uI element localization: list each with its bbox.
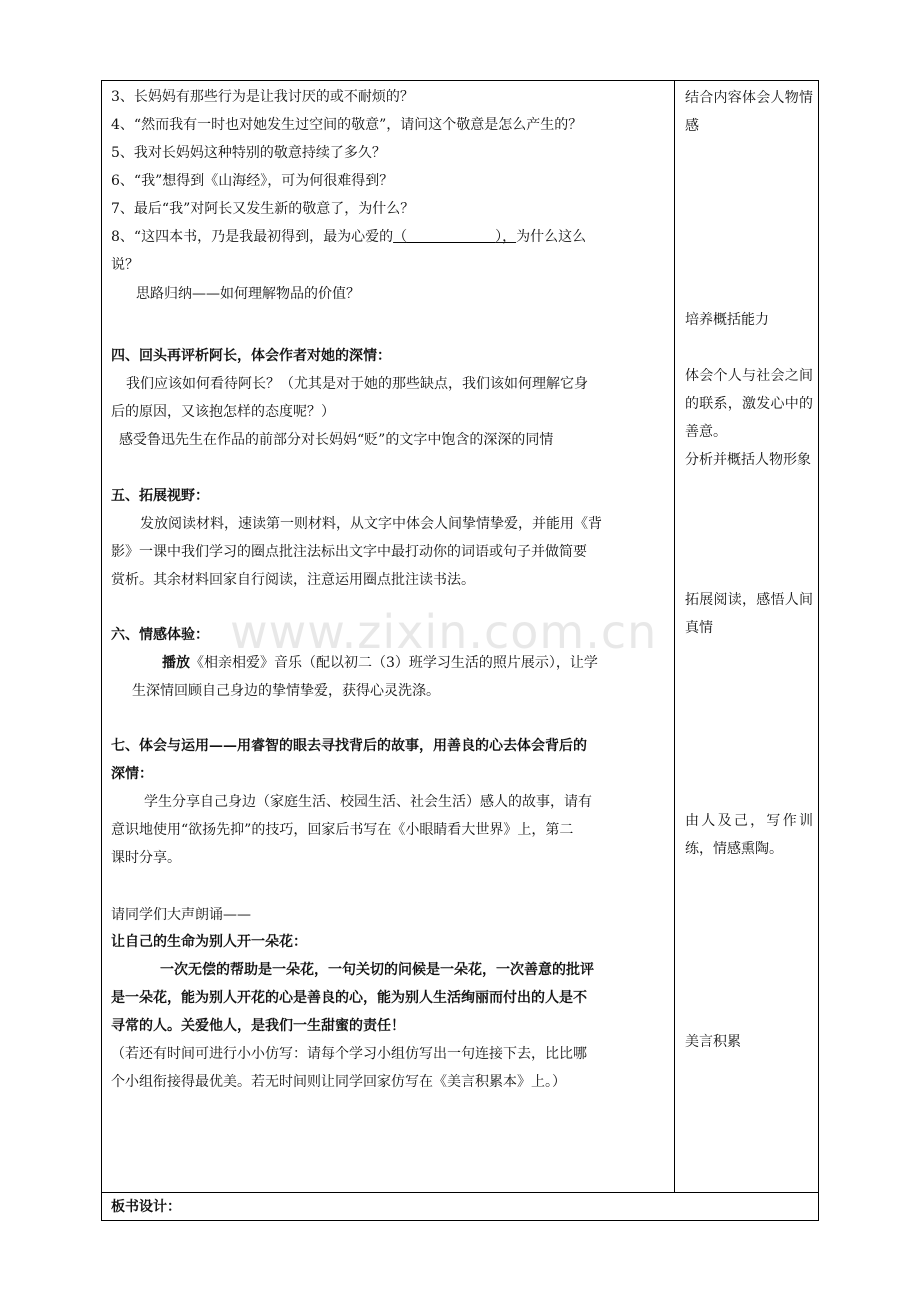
side-note-4: 分析并概括人物形象 bbox=[685, 452, 811, 468]
watermark: www.zixin.com.cn bbox=[230, 605, 658, 659]
question-7: 7、最后“我”对阿长又发生新的敬意了，为什么？ bbox=[111, 201, 415, 217]
side-note-5: 拓展阅读，感悟人间真情 bbox=[685, 592, 813, 636]
recite-line3: 寻常的人。关爱他人，是我们一生甜蜜的责任！ bbox=[111, 1018, 405, 1034]
section6-line1-rest: 《相亲相爱》音乐（配以初二（3）班学习生活的照片展示），让学 bbox=[190, 655, 598, 671]
section6-line2: 生深情回顾自己身边的挚情挚爱，获得心灵洗涤。 bbox=[132, 683, 440, 699]
recite-line1: 一次无偿的帮助是一朵花，一句关切的问候是一朵花，一次善意的批评 bbox=[160, 962, 594, 978]
question-3: 3、长妈妈有那些行为是让我讨厌的或不耐烦的？ bbox=[111, 89, 414, 105]
question-8 bbox=[111, 227, 586, 247]
section7-line2: 意识地使用“欲扬先抑”的技巧，回家后书写在《小眼睛看大世界》上，第二 bbox=[111, 822, 574, 838]
section5-line2: 影》一课中我们学习的圈点批注法标出文字中最打动你的词语或句子并做简要 bbox=[111, 544, 587, 560]
section7-heading-1: 七、体会与运用——用睿智的眼去寻找背后的故事，用善良的心去体会背后的 bbox=[111, 738, 587, 754]
section5-heading: 五、拓展视野： bbox=[111, 488, 209, 504]
fill-blank-line bbox=[407, 228, 495, 243]
question-4: 4、“然而我有一时也对她发生过空间的敬意”，请问这个敬意是怎么产生的？ bbox=[111, 117, 583, 133]
recite-title: 让自己的生命为别人开一朵花： bbox=[111, 934, 307, 950]
question-8-prefix: 8、“这四本书，乃是我最初得到，最为心爱的 bbox=[111, 229, 394, 245]
question-8-suffix: 为什么这么 bbox=[516, 229, 587, 245]
board-design-label: 板书设计： bbox=[111, 1199, 181, 1215]
recite-line2: 是一朵花，能为别人开花的心是善良的心，能为别人生活绚丽而付出的人是不 bbox=[111, 990, 587, 1006]
question-6: 6、“我”想得到《山海经》，可为何很难得到？ bbox=[111, 173, 394, 189]
summary-line: 思路归纳——如何理解物品的价值？ bbox=[136, 286, 360, 302]
side-note-6: 由人及己，写作训练，情感熏陶。 bbox=[685, 813, 813, 857]
recite-note2: 个小组衔接得最优美。若无时间则让同学回家仿写在《美言积累本》上。） bbox=[111, 1074, 566, 1090]
question-8-close: ）， bbox=[495, 229, 517, 245]
section4-line2: 后的原因，又该抱怎样的态度呢？） bbox=[111, 404, 335, 420]
question-5: 5、我对长妈妈这种特别的敬意持续了多久？ bbox=[111, 145, 386, 161]
question-8-open: （ bbox=[393, 229, 408, 245]
section4-heading: 四、回头再评析阿长，体会作者对她的深情： bbox=[111, 348, 391, 364]
question-8-line2: 说？ bbox=[111, 257, 139, 273]
section4-line1: 我们应该如何看待阿长？（尤其是对于她的那些缺点，我们该如何理解它身 bbox=[126, 376, 588, 392]
recite-intro: 请同学们大声朗诵—— bbox=[111, 907, 251, 923]
section7-line3: 课时分享。 bbox=[111, 850, 181, 866]
side-note-1: 结合内容体会人物情感 bbox=[685, 90, 813, 134]
side-note-7: 美言积累 bbox=[685, 1034, 741, 1050]
section5-line3: 赏析。其余材料回家自行阅读，注意运用圈点批注读书法。 bbox=[111, 572, 475, 588]
side-note-2: 培养概括能力 bbox=[685, 312, 769, 328]
recite-note1: （若还有时间可进行小小仿写：请每个学习小组仿写出一句连接下去，比比哪 bbox=[111, 1046, 587, 1062]
design-intent-cell bbox=[675, 81, 818, 1192]
board-design-row bbox=[102, 1192, 818, 1220]
section6-bold-start: 播放 bbox=[162, 655, 190, 671]
section5-line1: 发放阅读材料，速读第一则材料，从文字中体会人间挚情挚爱，并能用《背 bbox=[140, 516, 602, 532]
section7-line1: 学生分享自己身边（家庭生活、校园生活、社会生活）感人的故事，请有 bbox=[144, 794, 592, 810]
side-note-3: 体会个人与社会之间的联系，激发心中的善意。 bbox=[685, 368, 813, 440]
section6-heading: 六、情感体验： bbox=[111, 627, 209, 643]
section7-heading-2: 深情： bbox=[111, 766, 153, 782]
section4-line3: 感受鲁迅先生在作品的前部分对长妈妈“贬”的文字中饱含的深深的同情 bbox=[119, 432, 554, 448]
